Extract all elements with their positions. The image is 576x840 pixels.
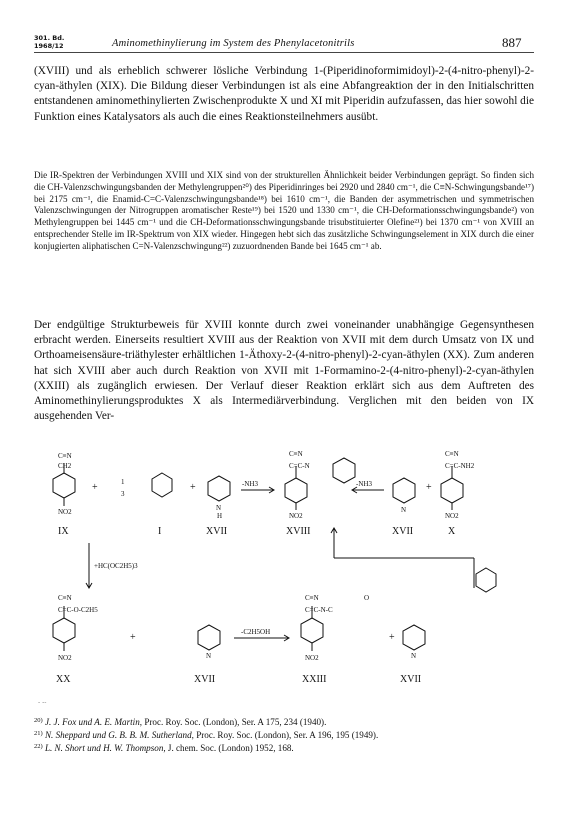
footnote-marker: 22) xyxy=(34,743,43,750)
footnote-21 xyxy=(34,728,534,741)
footnote-reference: Proc. Roy. Soc. (London), Ser. A 175, 234 (1940). xyxy=(144,717,327,727)
body-paragraph-1: (XVIII) und als erheblich schwerer lösliche Verbindung 1-(Piperidinoformimidoyl)-2-(4-nitro-phenyl)-2-cyan-äthylen (XIX). Die Bildung dieser Verbindungen ist als eine Abfangreaktion der in den Initialschritten entstandenen aminomethinylierten Zwischenprodukte X und XI mit Piperidin aufzufassen, das hier sowohl die Funktion eines Katalysators als auch die eines Reaktionsteilnehmers ausübt. xyxy=(34,65,534,123)
compound-label-i: I xyxy=(158,526,162,537)
volume-info xyxy=(34,34,64,50)
xx-nitrile: C≡N xyxy=(58,594,72,602)
xxiii-aldehyde-o: O xyxy=(364,594,370,602)
ir-spectra-paragraph: Die IR-Spektren der Verbindungen XVIII und XIX sind von der strukturellen Ähnlichkeit beider Verbindungen geprägt. So finden sich die CH-Valenzschwingungsbanden der Methylengruppen²⁰) des Piperidinringes bei 2920 und 2840 cm⁻¹, die C≡N-Schwingungsbande¹⁷) bei 2175 cm⁻¹, die Enamid-C=C-Valenzschwingungsbande¹⁸) bei 1610 cm⁻¹, die Banden der asymmetrischen und symmetrischen Valenzschwingungen der Nitrogruppen aromatischer Reste¹⁹) bei 1520 und 1330 cm⁻¹, die CH-Deformationsschwingungsbande²) von Methylengruppen bei 1445 cm⁻¹ und die CH-Deformationsschwingungsbande trisubstituierter Olefine²¹) bei 1370 cm⁻¹ von XVIII an entsprechender Stelle im IR-Spektrum von XIX wieder. Hingegen hebt sich das zusätzliche Schwingungselement in XIX durch die einer konjugierten aliphatischen C=N-Valenzschwingung²²) zuzuordnenden Bande bei 1645 cm⁻¹ ab. xyxy=(34,170,534,251)
xx-chain: C=C-O-C2H5 xyxy=(58,606,98,614)
xviii-chain: C=C-N xyxy=(289,462,310,470)
compound-label-xvii-3: XVII xyxy=(194,674,216,685)
ix-ch2: CH2 xyxy=(58,462,72,470)
fraction-numerator: 1 xyxy=(121,478,125,486)
ix-nitrile: C≡N xyxy=(58,452,72,460)
plus-sign-3: + xyxy=(426,482,432,493)
xxiii-no2: NO2 xyxy=(305,654,319,662)
xviii-nitrile: C≡N xyxy=(289,450,303,458)
stub-mark: - -- xyxy=(38,699,47,706)
volume-label: 301. Bd. xyxy=(34,34,65,42)
issue-label: 1968/12 xyxy=(34,42,64,50)
reaction-scheme-drawing xyxy=(34,448,534,698)
fraction-denominator: 3 xyxy=(121,490,125,498)
x-no2: NO2 xyxy=(445,512,459,520)
xxiii-chain: C=C-N-C xyxy=(305,606,333,614)
xvii-3-n-atom: N xyxy=(206,652,212,660)
x-nitrile: C≡N xyxy=(445,450,459,458)
compound-label-xvii-4: XVII xyxy=(400,674,422,685)
footnote-reference: J. chem. Soc. (London) 1952, 168. xyxy=(167,743,294,753)
footnote-authors: J. J. Fox und A. E. Martin, xyxy=(44,717,143,727)
running-title: Aminomethinylierung im System des Phenylacetonitrils xyxy=(112,38,355,49)
reagent-minus-ethanol: -C2H5OH xyxy=(241,628,271,636)
footnote-22 xyxy=(34,741,534,754)
reaction-scheme xyxy=(34,448,534,698)
xx-no2: NO2 xyxy=(58,654,72,662)
compound-label-ix: IX xyxy=(58,526,69,537)
reagent-orthoester: +HC(OC2H5)3 xyxy=(94,562,138,570)
xviii-no2: NO2 xyxy=(289,512,303,520)
page-number: 887 xyxy=(502,35,522,50)
compound-label-xx: XX xyxy=(56,674,71,685)
plus-sign-4: + xyxy=(130,632,136,643)
footnote-marker: 21) xyxy=(34,730,43,737)
footnote-authors: N. Sheppard und G. B. B. M. Sutherland, xyxy=(44,730,194,740)
plus-sign-1: + xyxy=(92,482,98,493)
xvii-2-n-atom: N xyxy=(401,506,407,514)
xvii-n-atom: N xyxy=(216,504,222,512)
compound-label-xviii: XVIII xyxy=(286,526,311,537)
compound-label-x: X xyxy=(448,526,456,537)
footnote-authors: L. N. Short und H. W. Thompson, xyxy=(44,743,166,753)
xvii-h-atom: H xyxy=(217,512,223,520)
reagent-minus-nh3-right: -NH3 xyxy=(356,480,372,488)
xxiii-nitrile: C≡N xyxy=(305,594,319,602)
xvii-4-n-atom: N xyxy=(411,652,417,660)
body-paragraph-3: Der endgültige Strukturbeweis für XVIII konnte durch zwei voneinander unabhängige Gegensynthesen erbracht werden. Einerseits resultiert XVIII aus der Reaktion von XVII mit dem durch Umsatz von IX und Orthoameisensäure-triäthylester erhältlichen 1-Äthoxy-2-(4-nitro-phenyl)-2-cyan-äthylen (XX). Zum anderen hat sich XVIII aber auch durch Reaktion von XVII mit 1-Formamino-2-(4-nitro-phenyl)-2-cyan-äthylen (XXIII) als zugänglich erwiesen. Der Verlauf dieser Reaktion erklärt sich aus dem Auftreten des Aminomethinylierungsproduktes X als Intermediärverbindung. Verglichen mit den beiden von IX ausgehenden Ver- xyxy=(34,319,534,423)
plus-sign-2: + xyxy=(190,482,196,493)
plus-sign-5: + xyxy=(389,632,395,643)
compound-label-xvii-2: XVII xyxy=(392,526,414,537)
compound-label-xxiii: XXIII xyxy=(302,674,327,685)
compound-label-xvii-1: XVII xyxy=(206,526,228,537)
header-rule xyxy=(34,52,534,53)
footnote-marker: 20) xyxy=(34,717,43,724)
ix-no2: NO2 xyxy=(58,508,72,516)
footnote-20 xyxy=(34,715,534,728)
footnote-reference: Proc. Roy. Soc. (London), Ser. A 196, 195 (1949). xyxy=(196,730,379,740)
reagent-minus-nh3-left: -NH3 xyxy=(242,480,258,488)
x-chain: C=C-NH2 xyxy=(445,462,475,470)
